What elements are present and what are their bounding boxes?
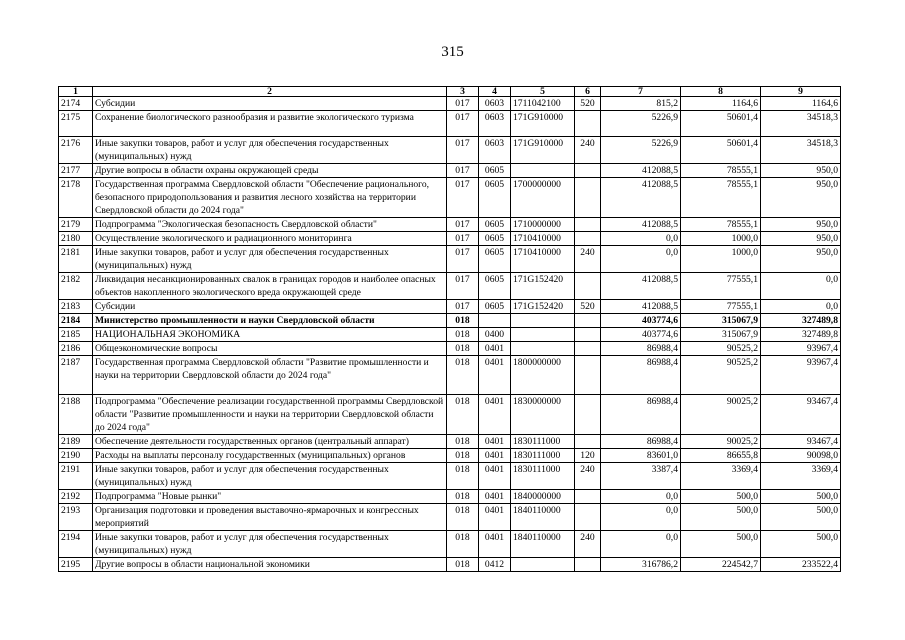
column-4-cell: 0401: [479, 504, 511, 531]
column-9-value: 500,0: [761, 531, 841, 558]
column-3-cell: 018: [447, 314, 479, 328]
column-4-cell: 0400: [479, 328, 511, 342]
column-9-value: 93967,4: [761, 342, 841, 356]
column-4-cell: 0603: [479, 111, 511, 137]
column-4-cell: 0412: [479, 558, 511, 572]
column-6-cell: [575, 178, 601, 218]
column-3-cell: 017: [447, 137, 479, 164]
column-4-cell: 0401: [479, 490, 511, 504]
column-header: 8: [681, 87, 761, 97]
column-5-cell: 1700000000: [511, 178, 575, 218]
row-name-cell: Субсидии: [93, 300, 447, 314]
column-7-value: 86988,4: [601, 342, 681, 356]
row-name-cell: Расходы на выплаты персоналу государственных (муниципальных) органов: [93, 449, 447, 463]
column-4-cell: 0401: [479, 449, 511, 463]
row-name-cell: Осуществление экологического и радиационного мониторинга: [93, 232, 447, 246]
column-9-value: 93467,4: [761, 435, 841, 449]
table-header-row: [59, 87, 841, 97]
column-8-value: 90025,2: [681, 395, 761, 435]
row-number-cell: 2184: [59, 314, 93, 328]
column-4-cell: 0401: [479, 435, 511, 449]
column-9-value: 500,0: [761, 504, 841, 531]
column-6-cell: 520: [575, 97, 601, 111]
column-8-value: 90525,2: [681, 356, 761, 395]
table-row: [59, 531, 841, 558]
column-header: 6: [575, 87, 601, 97]
column-header: 2: [93, 87, 447, 97]
column-3-cell: 018: [447, 356, 479, 395]
column-5-cell: 1710410000: [511, 246, 575, 273]
column-9-value: 950,0: [761, 164, 841, 178]
row-number-cell: 2180: [59, 232, 93, 246]
column-7-value: 403774,6: [601, 314, 681, 328]
row-number-cell: 2179: [59, 218, 93, 232]
column-4-cell: 0605: [479, 246, 511, 273]
column-8-value: 1000,0: [681, 246, 761, 273]
row-number-cell: 2181: [59, 246, 93, 273]
column-4-cell: 0603: [479, 137, 511, 164]
column-6-cell: [575, 314, 601, 328]
column-6-cell: [575, 342, 601, 356]
column-3-cell: 017: [447, 232, 479, 246]
column-6-cell: [575, 356, 601, 395]
column-3-cell: 017: [447, 273, 479, 300]
column-9-value: 93967,4: [761, 356, 841, 395]
table-row: [59, 300, 841, 314]
column-header: 4: [479, 87, 511, 97]
column-5-cell: [511, 558, 575, 572]
column-7-value: 412088,5: [601, 300, 681, 314]
column-3-cell: 018: [447, 449, 479, 463]
row-number-cell: 2192: [59, 490, 93, 504]
column-8-value: 90525,2: [681, 342, 761, 356]
column-7-value: 412088,5: [601, 273, 681, 300]
budget-table: [58, 86, 841, 572]
column-8-value: 224542,7: [681, 558, 761, 572]
column-9-value: 327489,8: [761, 314, 841, 328]
column-7-value: 86988,4: [601, 435, 681, 449]
column-4-cell: 0401: [479, 395, 511, 435]
column-8-value: 90025,2: [681, 435, 761, 449]
row-name-cell: Другие вопросы в области национальной экономики: [93, 558, 447, 572]
column-5-cell: 1830000000: [511, 395, 575, 435]
column-8-value: 77555,1: [681, 273, 761, 300]
column-9-value: 233522,4: [761, 558, 841, 572]
column-9-value: 0,0: [761, 273, 841, 300]
column-6-cell: [575, 490, 601, 504]
row-number-cell: 2185: [59, 328, 93, 342]
column-8-value: 78555,1: [681, 164, 761, 178]
table-row: [59, 178, 841, 218]
column-5-cell: 1710410000: [511, 232, 575, 246]
column-4-cell: 0603: [479, 97, 511, 111]
column-9-value: 3369,4: [761, 463, 841, 490]
column-8-value: 500,0: [681, 504, 761, 531]
column-5-cell: 1840000000: [511, 490, 575, 504]
column-8-value: 3369,4: [681, 463, 761, 490]
table-row: [59, 97, 841, 111]
row-number-cell: 2195: [59, 558, 93, 572]
row-name-cell: Сохранение биологического разнообразия и развитие экологического туризма: [93, 111, 447, 137]
column-3-cell: 017: [447, 111, 479, 137]
column-4-cell: [479, 314, 511, 328]
row-number-cell: 2182: [59, 273, 93, 300]
row-name-cell: Субсидии: [93, 97, 447, 111]
row-name-cell: Организация подготовки и проведения выставочно-ярмарочных и конгрессных мероприятий: [93, 504, 447, 531]
table-row: [59, 558, 841, 572]
column-3-cell: 017: [447, 246, 479, 273]
column-8-value: 77555,1: [681, 300, 761, 314]
column-8-value: 315067,9: [681, 314, 761, 328]
column-3-cell: 018: [447, 342, 479, 356]
table-row: [59, 232, 841, 246]
column-3-cell: 018: [447, 504, 479, 531]
column-6-cell: [575, 328, 601, 342]
column-6-cell: [575, 164, 601, 178]
column-7-value: 0,0: [601, 504, 681, 531]
row-number-cell: 2187: [59, 356, 93, 395]
row-name-cell: Иные закупки товаров, работ и услуг для обеспечения государственных (муниципальных) нужд: [93, 246, 447, 273]
column-7-value: 412088,5: [601, 218, 681, 232]
column-7-value: 0,0: [601, 490, 681, 504]
column-4-cell: 0605: [479, 232, 511, 246]
column-7-value: 5226,9: [601, 111, 681, 137]
column-5-cell: [511, 314, 575, 328]
column-4-cell: 0605: [479, 178, 511, 218]
column-9-value: 500,0: [761, 490, 841, 504]
column-9-value: 950,0: [761, 232, 841, 246]
column-3-cell: 018: [447, 328, 479, 342]
column-3-cell: 018: [447, 531, 479, 558]
column-header: 9: [761, 87, 841, 97]
row-name-cell: Подпрограмма "Обеспечение реализации государственной программы Свердловской области "Развитие промышленности и науки на территории Свердловской области до 2024 года": [93, 395, 447, 435]
column-9-value: 327489,8: [761, 328, 841, 342]
row-name-cell: НАЦИОНАЛЬНАЯ ЭКОНОМИКА: [93, 328, 447, 342]
column-5-cell: 171G910000: [511, 137, 575, 164]
column-8-value: 50601,4: [681, 137, 761, 164]
row-name-cell: Ликвидация несанкционированных свалок в границах городов и наиболее опасных объектов накопленного экологического вреда окружающей среде: [93, 273, 447, 300]
table-row: [59, 504, 841, 531]
column-6-cell: 240: [575, 463, 601, 490]
column-5-cell: 1830111000: [511, 435, 575, 449]
column-5-cell: 1840110000: [511, 504, 575, 531]
column-8-value: 315067,9: [681, 328, 761, 342]
row-name-cell: Другие вопросы в области охраны окружающей среды: [93, 164, 447, 178]
column-8-value: 78555,1: [681, 178, 761, 218]
column-6-cell: [575, 558, 601, 572]
column-7-value: 86988,4: [601, 356, 681, 395]
column-8-value: 1000,0: [681, 232, 761, 246]
column-7-value: 316786,2: [601, 558, 681, 572]
column-7-value: 403774,6: [601, 328, 681, 342]
table-row: [59, 111, 841, 137]
row-number-cell: 2183: [59, 300, 93, 314]
column-8-value: 50601,4: [681, 111, 761, 137]
row-name-cell: Иные закупки товаров, работ и услуг для обеспечения государственных (муниципальных) нужд: [93, 137, 447, 164]
column-5-cell: 171G152420: [511, 300, 575, 314]
row-name-cell: Государственная программа Свердловской области "Развитие промышленности и науки на территории Свердловской области до 2024 года": [93, 356, 447, 395]
column-5-cell: [511, 328, 575, 342]
column-6-cell: [575, 273, 601, 300]
column-4-cell: 0605: [479, 273, 511, 300]
row-name-cell: Подпрограмма "Экологическая безопасность Свердловской области": [93, 218, 447, 232]
page-number: 315: [441, 44, 464, 60]
table-row: [59, 356, 841, 395]
column-6-cell: [575, 395, 601, 435]
row-number-cell: 2177: [59, 164, 93, 178]
table-row: [59, 435, 841, 449]
column-5-cell: [511, 164, 575, 178]
column-7-value: 0,0: [601, 232, 681, 246]
column-3-cell: 017: [447, 218, 479, 232]
column-7-value: 0,0: [601, 246, 681, 273]
column-4-cell: 0605: [479, 218, 511, 232]
table-row: [59, 395, 841, 435]
column-4-cell: 0401: [479, 463, 511, 490]
row-number-cell: 2193: [59, 504, 93, 531]
column-7-value: 412088,5: [601, 164, 681, 178]
column-8-value: 500,0: [681, 490, 761, 504]
column-5-cell: [511, 342, 575, 356]
column-3-cell: 018: [447, 490, 479, 504]
table-row: [59, 328, 841, 342]
column-3-cell: 018: [447, 463, 479, 490]
column-5-cell: 1830111000: [511, 449, 575, 463]
row-number-cell: 2175: [59, 111, 93, 137]
column-header: 7: [601, 87, 681, 97]
column-7-value: 412088,5: [601, 178, 681, 218]
row-number-cell: 2174: [59, 97, 93, 111]
column-7-value: 3387,4: [601, 463, 681, 490]
row-number-cell: 2190: [59, 449, 93, 463]
column-8-value: 78555,1: [681, 218, 761, 232]
column-6-cell: [575, 111, 601, 137]
column-3-cell: 017: [447, 300, 479, 314]
table-body: [59, 97, 841, 572]
row-name-cell: Министерство промышленности и науки Свердловской области: [93, 314, 447, 328]
table-row: [59, 449, 841, 463]
column-6-cell: [575, 218, 601, 232]
column-7-value: 0,0: [601, 531, 681, 558]
column-6-cell: 120: [575, 449, 601, 463]
column-6-cell: [575, 435, 601, 449]
column-7-value: 86988,4: [601, 395, 681, 435]
column-3-cell: 018: [447, 435, 479, 449]
row-name-cell: Обеспечение деятельности государственных органов (центральный аппарат): [93, 435, 447, 449]
column-5-cell: 1711042100: [511, 97, 575, 111]
column-3-cell: 017: [447, 178, 479, 218]
column-3-cell: 017: [447, 97, 479, 111]
row-number-cell: 2178: [59, 178, 93, 218]
column-3-cell: 017: [447, 164, 479, 178]
column-8-value: 500,0: [681, 531, 761, 558]
column-9-value: 950,0: [761, 218, 841, 232]
table-row: [59, 246, 841, 273]
column-6-cell: [575, 504, 601, 531]
column-5-cell: 1840110000: [511, 531, 575, 558]
row-number-cell: 2176: [59, 137, 93, 164]
row-name-cell: Государственная программа Свердловской области "Обеспечение рационального, безопасного природопользования и развития лесного хозяйства на территории Свердловской области до 2024 года": [93, 178, 447, 218]
column-header: 5: [511, 87, 575, 97]
row-number-cell: 2186: [59, 342, 93, 356]
table-row: [59, 342, 841, 356]
row-name-cell: Общеэкономические вопросы: [93, 342, 447, 356]
column-6-cell: 520: [575, 300, 601, 314]
table-row: [59, 314, 841, 328]
column-9-value: 93467,4: [761, 395, 841, 435]
row-number-cell: 2188: [59, 395, 93, 435]
column-header: 3: [447, 87, 479, 97]
column-9-value: 34518,3: [761, 137, 841, 164]
column-3-cell: 018: [447, 558, 479, 572]
column-4-cell: 0605: [479, 300, 511, 314]
row-number-cell: 2189: [59, 435, 93, 449]
table-row: [59, 273, 841, 300]
column-4-cell: 0605: [479, 164, 511, 178]
column-8-value: 86655,8: [681, 449, 761, 463]
row-number-cell: 2194: [59, 531, 93, 558]
column-6-cell: 240: [575, 531, 601, 558]
column-9-value: 950,0: [761, 178, 841, 218]
table-row: [59, 137, 841, 164]
column-5-cell: 1830111000: [511, 463, 575, 490]
table-row: [59, 490, 841, 504]
column-9-value: 1164,6: [761, 97, 841, 111]
column-4-cell: 0401: [479, 356, 511, 395]
column-4-cell: 0401: [479, 531, 511, 558]
column-9-value: 90098,0: [761, 449, 841, 463]
column-5-cell: 1800000000: [511, 356, 575, 395]
column-5-cell: 171G152420: [511, 273, 575, 300]
column-6-cell: 240: [575, 246, 601, 273]
row-name-cell: Иные закупки товаров, работ и услуг для обеспечения государственных (муниципальных) нужд: [93, 531, 447, 558]
column-6-cell: [575, 232, 601, 246]
column-header: 1: [59, 87, 93, 97]
column-5-cell: 171G910000: [511, 111, 575, 137]
row-number-cell: 2191: [59, 463, 93, 490]
table-row: [59, 164, 841, 178]
column-6-cell: 240: [575, 137, 601, 164]
column-7-value: 815,2: [601, 97, 681, 111]
table-row: [59, 218, 841, 232]
column-3-cell: 018: [447, 395, 479, 435]
column-8-value: 1164,6: [681, 97, 761, 111]
column-4-cell: 0401: [479, 342, 511, 356]
column-9-value: 950,0: [761, 246, 841, 273]
column-9-value: 34518,3: [761, 111, 841, 137]
column-7-value: 5226,9: [601, 137, 681, 164]
column-5-cell: 1710000000: [511, 218, 575, 232]
column-7-value: 83601,0: [601, 449, 681, 463]
row-name-cell: Иные закупки товаров, работ и услуг для обеспечения государственных (муниципальных) нужд: [93, 463, 447, 490]
table-row: [59, 463, 841, 490]
column-9-value: 0,0: [761, 300, 841, 314]
row-name-cell: Подпрограмма "Новые рынки": [93, 490, 447, 504]
